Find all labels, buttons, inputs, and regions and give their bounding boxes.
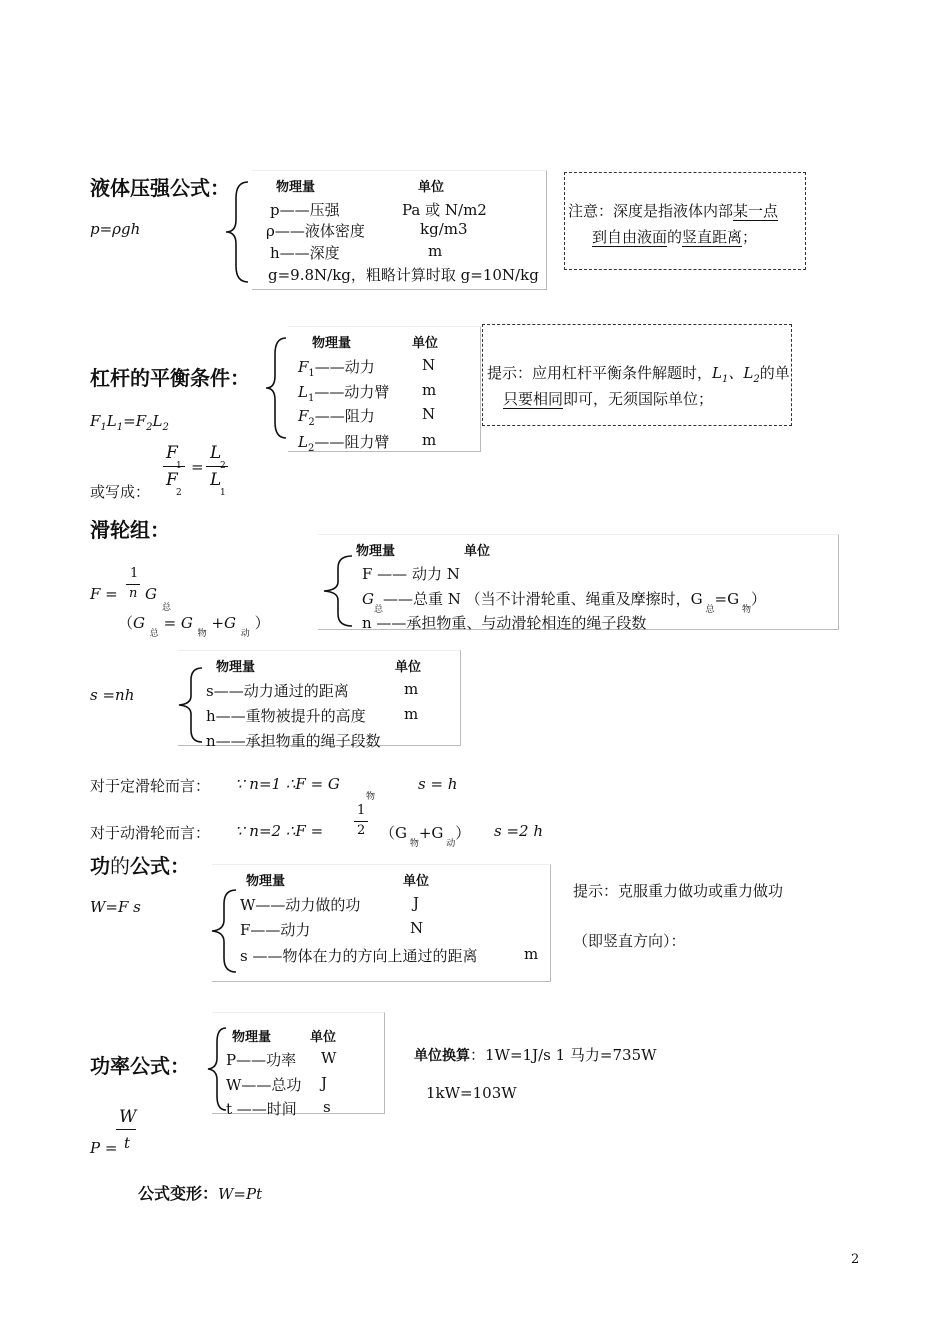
pulley-f-num: 1 [130, 566, 139, 581]
pulley-fixed-s: s = h [418, 775, 458, 793]
power-conversion-kw: 1kW=103W [426, 1084, 517, 1102]
lever-row-unit: m [422, 381, 437, 399]
lever-row-unit: N [422, 405, 436, 423]
pulley-moving-label: 对于动滑轮而言： [90, 824, 211, 842]
work-head-qty: 物理量 [246, 874, 286, 889]
pulley-g-total: （G $_总$ = G $_物$ +G $_动$ ） [118, 614, 270, 639]
power-variant: 公式变形：W=Pt [138, 1184, 263, 1203]
pulley-f-den: n [129, 586, 138, 601]
pulley-s-brace [174, 666, 206, 744]
lever-row: $F_1——$动力 [298, 358, 375, 379]
lever-alt-label: 或写成： [90, 483, 151, 501]
work-formula: W=F s [90, 898, 141, 916]
pulley-s-head-unit: 单位 [395, 660, 422, 675]
liquid-g-note: g=9.8N/kg，粗略计算时取 g=10N/kg [268, 266, 539, 284]
liquid-row-q: p——压强 [270, 201, 340, 219]
liquid-row-u: m [428, 242, 443, 260]
liquid-row-u: Pa 或 N/m2 [402, 201, 487, 219]
power-p-den: t [124, 1134, 131, 1152]
pulley-moving-eq: ∵ n=2 ∴F = [235, 822, 324, 840]
pulley-fixed-sub: 物 [366, 792, 376, 802]
liquid-row-u: kg/m3 [420, 220, 468, 238]
liquid-note-line1: 注意：深度是指液体内部某一点 [568, 202, 779, 220]
liquid-note-box [564, 172, 806, 270]
pulley-half-num: 1 [357, 803, 366, 818]
work-row-unit: m [524, 945, 539, 963]
liquid-row-q: h——深度 [270, 244, 340, 262]
work-head-unit: 单位 [403, 874, 430, 889]
pulley-moving-s: s =2 h [494, 822, 544, 840]
power-row: W——总功 [226, 1076, 302, 1094]
power-row-unit: J [321, 1074, 328, 1092]
pulley-head-unit: 单位 [464, 544, 491, 559]
lever-row-unit: m [422, 431, 437, 449]
pulley-head-qty: 物理量 [356, 544, 396, 559]
lever-head-qty: 物理量 [312, 336, 352, 351]
lever-row-unit: N [422, 356, 436, 374]
lever-tip-line2: 只要相同即可，无须国际单位； [503, 390, 714, 408]
work-row: s ——物体在力的方向上通过的距离 [240, 947, 478, 965]
lever-frac-eq: = [191, 458, 204, 476]
page-number: 2 [851, 1252, 860, 1267]
lever-brace [262, 336, 290, 440]
work-row-unit: N [410, 919, 424, 937]
pulley-row2: $G_总——$总重 N （当不计滑轮重、绳重及摩擦时，G $_总$=G $_物$） [362, 590, 766, 615]
work-brace [208, 888, 240, 974]
liquid-title: 液体压强公式： [90, 176, 230, 200]
pulley-row3: n ——承担物重、与动滑轮相连的绳子段数 [362, 614, 647, 632]
work-row-unit: J [413, 894, 420, 912]
work-tip: 提示：克服重力做功或重力做功 [573, 882, 784, 900]
power-title: 功率公式： [90, 1054, 190, 1078]
work-row: W——动力做的功 [240, 896, 361, 914]
lever-row: $L_1——$动力臂 [298, 383, 390, 404]
pulley-f-g: G [145, 585, 157, 603]
power-row-unit: W [321, 1049, 337, 1067]
pulley-brace [316, 554, 356, 628]
lever-frac-sub: 2 [176, 488, 182, 498]
lever-frac-sub: 1 [176, 461, 182, 471]
pulley-s-row: h——重物被提升的高度 [206, 707, 366, 725]
work-row: F——动力 [240, 921, 311, 939]
pulley-s-row: n——承担物重的绳子段数 [206, 732, 381, 750]
power-row-unit: s [323, 1098, 331, 1116]
power-p-num: W [119, 1107, 137, 1127]
lever-row: $F_2——$阻力 [298, 407, 375, 428]
power-p-line [116, 1129, 136, 1130]
lever-frac-l-num: L [210, 443, 222, 463]
lever-title: 杠杆的平衡条件： [90, 366, 250, 390]
pulley-s-head-qty: 物理量 [216, 660, 256, 675]
lever-frac-f-num: F [166, 443, 178, 463]
liquid-formula: p=ρgh [90, 220, 141, 238]
pulley-s-row-unit: m [404, 680, 419, 698]
lever-frac-f-den: F [166, 470, 178, 490]
pulley-s-row: s——动力通过的距离 [206, 682, 349, 700]
pulley-half-line [354, 821, 368, 822]
lever-head-unit: 单位 [412, 336, 439, 351]
power-row: P——功率 [226, 1051, 297, 1069]
pulley-f-lhs: F = [90, 585, 118, 603]
lever-row: $L_2——$阻力臂 [298, 433, 390, 454]
pulley-s-row-unit: m [404, 705, 419, 723]
power-p-lhs: P = [90, 1139, 118, 1157]
power-head-unit: 单位 [310, 1030, 337, 1045]
power-row: t ——时间 [226, 1100, 297, 1118]
liquid-brace [222, 180, 252, 284]
pulley-s-formula: s =nh [90, 686, 135, 704]
pulley-moving-paren: （G $_物$+G $_动$） [380, 824, 471, 849]
liquid-head-qty: 物理量 [276, 180, 316, 195]
liquid-head-unit: 单位 [418, 180, 445, 195]
lever-formula: $F_1L_1=F_2L_2$ [90, 412, 169, 433]
work-title: 功的公式： [90, 854, 190, 878]
liquid-note-line2: 到自由液面的竖直距离； [592, 228, 758, 246]
pulley-f-g-sub: 总 [162, 603, 172, 613]
work-tip2: （即竖直方向）： [573, 932, 686, 950]
pulley-fixed-label: 对于定滑轮而言： [90, 777, 211, 795]
pulley-half-den: 2 [357, 823, 366, 838]
pulley-f-line [126, 584, 140, 585]
lever-frac-sub: 2 [220, 461, 226, 471]
pulley-fixed-eq: ∵ n=1 ∴F = G [235, 775, 340, 793]
liquid-row-q: ρ——液体密度 [266, 222, 365, 240]
power-conversion: 单位换算：1W=1J/s 1 马力=735W [414, 1046, 657, 1064]
power-head-qty: 物理量 [232, 1030, 272, 1045]
pulley-title: 滑轮组： [90, 518, 170, 542]
lever-tip-line1: 提示：应用杠杆平衡条件解题时，$L_1$、$L_2$的单 [487, 364, 790, 385]
lever-frac-l-den: L [210, 470, 222, 490]
pulley-row1: F —— 动力 N [362, 565, 460, 583]
lever-frac-sub: 1 [220, 488, 226, 498]
